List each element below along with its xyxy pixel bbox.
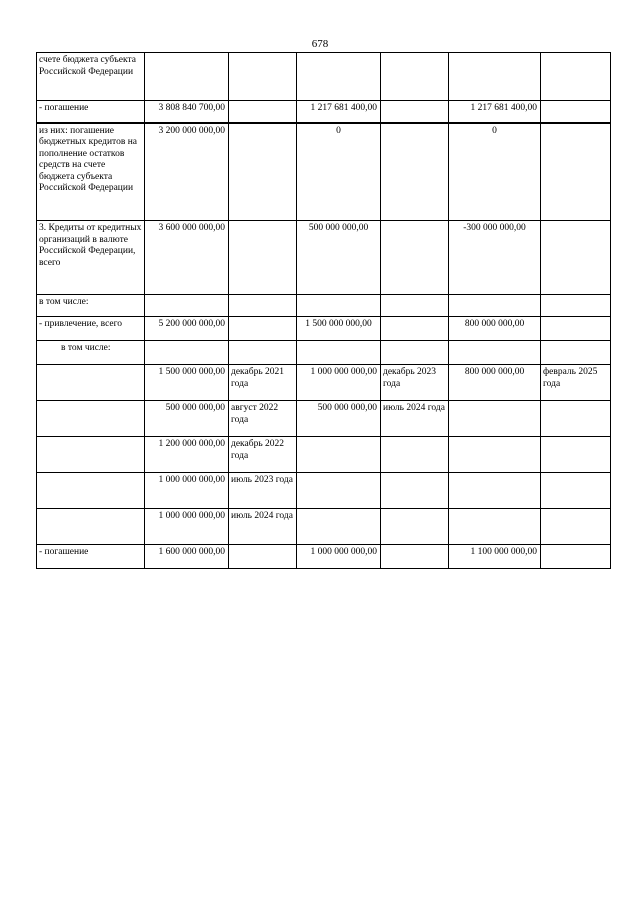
cell-term: декабрь 2021 года xyxy=(229,365,297,401)
cell-amount: -300 000 000,00 xyxy=(449,221,541,295)
cell-amount: 500 000 000,00 xyxy=(297,401,381,437)
cell-term xyxy=(381,473,449,509)
cell-amount xyxy=(297,341,381,365)
cell-term: декабрь 2022 года xyxy=(229,437,297,473)
table-row xyxy=(37,317,611,341)
cell-term xyxy=(381,437,449,473)
cell-amount: 3 200 000 000,00 xyxy=(145,123,229,221)
table-row xyxy=(37,509,611,545)
row-label: - погашение xyxy=(37,545,145,569)
cell-term xyxy=(381,53,449,101)
cell-term xyxy=(229,545,297,569)
cell-amount: 1 000 000 000,00 xyxy=(145,509,229,545)
cell-amount: 1 000 000 000,00 xyxy=(297,545,381,569)
cell-term: август 2022 года xyxy=(229,401,297,437)
cell-term xyxy=(229,295,297,317)
cell-amount xyxy=(449,341,541,365)
row-label: 3. Кредиты от кредитных организаций в валюте Российской Федерации, всего xyxy=(37,221,145,295)
cell-amount xyxy=(145,295,229,317)
cell-term: июль 2024 года xyxy=(229,509,297,545)
cell-term xyxy=(541,437,611,473)
page-number: 678 xyxy=(311,38,329,50)
cell-amount: 1 200 000 000,00 xyxy=(145,437,229,473)
table-row xyxy=(37,295,611,317)
row-label xyxy=(37,437,145,473)
cell-term xyxy=(541,317,611,341)
cell-term xyxy=(381,545,449,569)
cell-amount xyxy=(449,401,541,437)
cell-amount: 800 000 000,00 xyxy=(449,365,541,401)
cell-amount: 800 000 000,00 xyxy=(449,317,541,341)
cell-term xyxy=(229,123,297,221)
cell-amount: 0 xyxy=(449,123,541,221)
cell-amount: 1 100 000 000,00 xyxy=(449,545,541,569)
cell-term: декабрь 2023 года xyxy=(381,365,449,401)
cell-amount: 1 000 000 000,00 xyxy=(145,473,229,509)
cell-amount xyxy=(297,295,381,317)
cell-amount xyxy=(449,295,541,317)
cell-amount: 3 808 840 700,00 xyxy=(145,101,229,123)
cell-term xyxy=(541,473,611,509)
cell-amount xyxy=(449,437,541,473)
table-row xyxy=(37,401,611,437)
table-row xyxy=(37,545,611,569)
cell-term xyxy=(381,341,449,365)
cell-amount: 1 217 681 400,00 xyxy=(449,101,541,123)
row-label: счете бюджета субъекта Российской Федерации xyxy=(37,53,145,101)
budget-table xyxy=(36,52,611,569)
cell-term xyxy=(229,101,297,123)
cell-term xyxy=(541,509,611,545)
cell-amount xyxy=(297,473,381,509)
table-row xyxy=(37,365,611,401)
cell-term xyxy=(541,101,611,123)
row-label: - погашение xyxy=(37,101,145,123)
cell-term xyxy=(381,317,449,341)
cell-amount xyxy=(145,53,229,101)
cell-term xyxy=(381,295,449,317)
cell-amount xyxy=(297,437,381,473)
table-row xyxy=(37,221,611,295)
row-label xyxy=(37,401,145,437)
row-label: в том числе: xyxy=(37,295,145,317)
cell-term: февраль 2025 года xyxy=(541,365,611,401)
row-label: - привлечение, всего xyxy=(37,317,145,341)
row-label: из них: погашение бюджетных кредитов на пополнение остатков средств на счете бюджета субъекта Российской Федерации xyxy=(37,123,145,221)
cell-term xyxy=(381,123,449,221)
cell-term xyxy=(541,401,611,437)
cell-amount: 3 600 000 000,00 xyxy=(145,221,229,295)
cell-amount xyxy=(297,509,381,545)
cell-amount xyxy=(145,341,229,365)
cell-term xyxy=(381,101,449,123)
cell-amount xyxy=(449,509,541,545)
cell-term xyxy=(541,221,611,295)
cell-term: июль 2024 года xyxy=(381,401,449,437)
row-label xyxy=(37,365,145,401)
cell-amount xyxy=(449,53,541,101)
table-row xyxy=(37,101,611,123)
cell-term xyxy=(541,295,611,317)
cell-amount: 1 600 000 000,00 xyxy=(145,545,229,569)
cell-term xyxy=(229,341,297,365)
row-label: в том числе: xyxy=(37,341,145,365)
cell-amount: 1 000 000 000,00 xyxy=(297,365,381,401)
cell-term xyxy=(381,509,449,545)
cell-term: июль 2023 года xyxy=(229,473,297,509)
cell-amount xyxy=(297,53,381,101)
cell-amount: 1 217 681 400,00 xyxy=(297,101,381,123)
cell-term xyxy=(541,545,611,569)
cell-amount: 5 200 000 000,00 xyxy=(145,317,229,341)
table-row xyxy=(37,123,611,221)
cell-term xyxy=(229,53,297,101)
cell-amount: 0 xyxy=(297,123,381,221)
table-row xyxy=(37,473,611,509)
table-row xyxy=(37,437,611,473)
cell-amount: 1 500 000 000,00 xyxy=(297,317,381,341)
cell-term xyxy=(541,341,611,365)
cell-term xyxy=(381,221,449,295)
cell-term xyxy=(229,317,297,341)
cell-term xyxy=(541,53,611,101)
cell-amount: 1 500 000 000,00 xyxy=(145,365,229,401)
table-row xyxy=(37,341,611,365)
cell-term xyxy=(229,221,297,295)
cell-amount: 500 000 000,00 xyxy=(145,401,229,437)
cell-amount xyxy=(449,473,541,509)
cell-term xyxy=(541,123,611,221)
cell-amount: 500 000 000,00 xyxy=(297,221,381,295)
table-row xyxy=(37,53,611,101)
row-label xyxy=(37,473,145,509)
row-label xyxy=(37,509,145,545)
